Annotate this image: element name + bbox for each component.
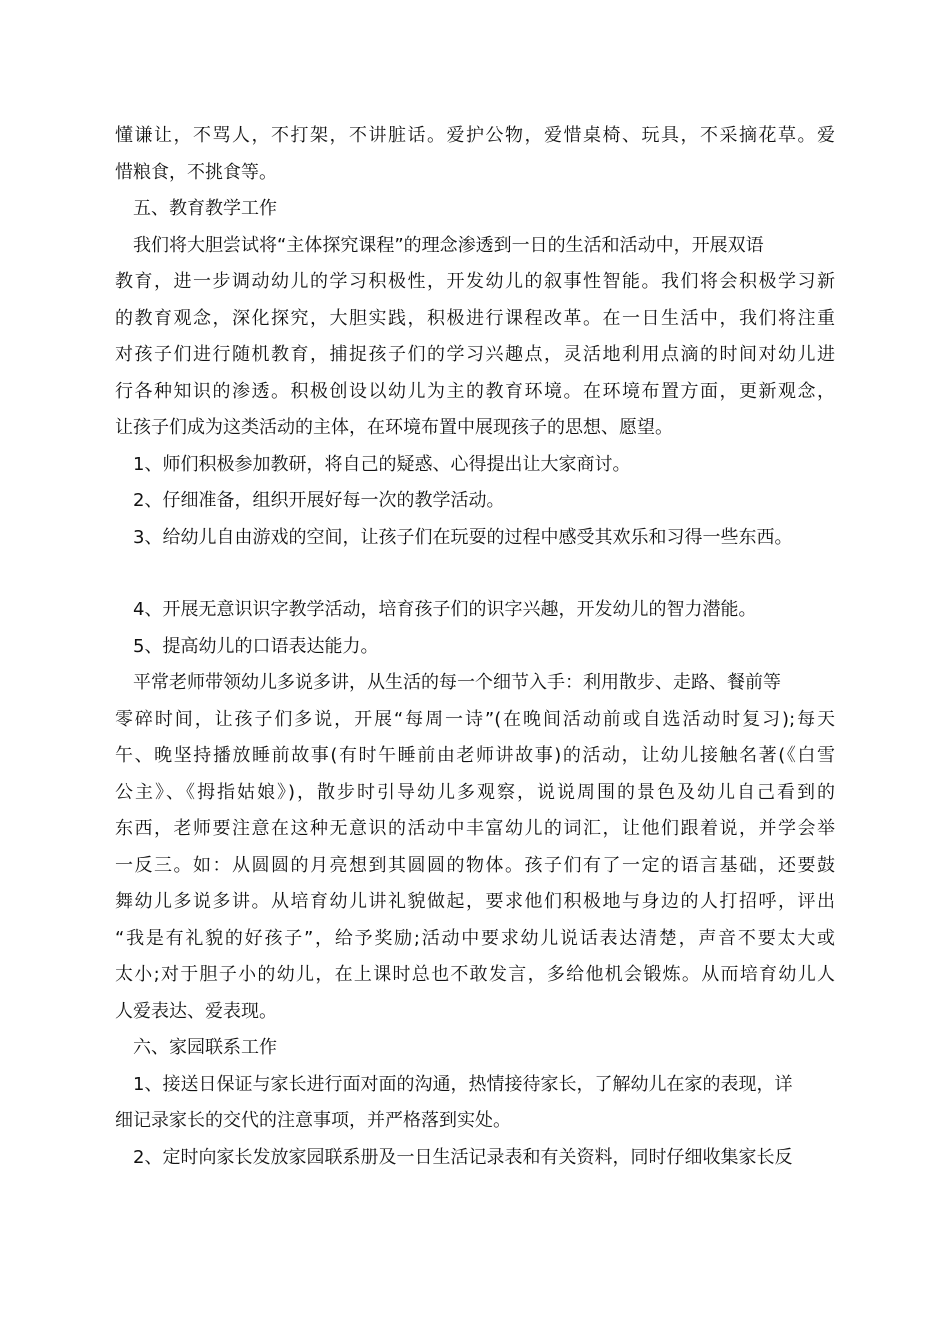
section-heading: 六、家园联系工作 — [133, 1037, 277, 1058]
paragraph-line: 让孩子们成为这类活动的主体，在环境布置中展现孩子的思想、愿望。 — [115, 417, 673, 438]
paragraph-line: 对孩子们进行随机教育，捕捉孩子们的学习兴趣点，灵活地利用点滴的时间对幼儿进 — [115, 344, 835, 365]
paragraph-line: 人爱表达、爱表现。 — [115, 1000, 277, 1022]
list-item: 1、接送日保证与家长进行面对面的沟通，热情接待家长，了解幼儿在家的表现，详 — [133, 1073, 793, 1095]
list-item: 2、定时向家长发放家园联系册及一日生活记录表和有关资料，同时仔细收集家长反 — [133, 1146, 793, 1168]
document-body — [115, 118, 835, 1176]
blank-line — [115, 556, 835, 592]
list-item: 4、开展无意识识字教学活动，培育孩子们的识字兴趣，开发幼儿的智力潜能。 — [133, 599, 757, 620]
paragraph-line: 一反三。如：从圆圆的月亮想到其圆圆的物体。孩子们有了一定的语言基础，还要鼓 — [115, 854, 835, 876]
paragraph-line: 午、晚坚持播放睡前故事(有时午睡前由老师讲故事)的活动，让幼儿接触名著(《白雪 — [115, 745, 835, 766]
list-item: 1、师们积极参加教研，将自己的疑惑、心得提出让大家商讨。 — [133, 453, 631, 475]
list-item: 2、仔细准备，组织开展好每一次的教学活动。 — [133, 490, 505, 511]
paragraph-line: 太小;对于胆子小的幼儿，在上课时总也不敢发言，多给他机会锻炼。从而培育幼儿人 — [115, 964, 835, 985]
paragraph-line: 平常老师带领幼儿多说多讲，从生活的每一个细节入手：利用散步、走路、餐前等 — [133, 672, 781, 693]
paragraph-line: 舞幼儿多说多讲。从培育幼儿讲礼貌做起，要求他们积极地与身边的人打招呼，评出 — [115, 891, 835, 912]
list-item: 5、提高幼儿的口语表达能力。 — [133, 635, 379, 657]
paragraph-line: 东西，老师要注意在这种无意识的活动中丰富幼儿的词汇，让他们跟着说，并学会举 — [115, 818, 835, 839]
paragraph-line: 懂谦让，不骂人，不打架，不讲脏话。爱护公物，爱惜桌椅、玩具，不采摘花草。爱 — [115, 125, 835, 146]
list-item: 3、给幼儿自由游戏的空间，让孩子们在玩耍的过程中感受其欢乐和习得一些东西。 — [133, 526, 793, 548]
paragraph-line: 惜粮食，不挑食等。 — [115, 161, 277, 183]
paragraph-line: 的教育观念，深化探究，大胆实践，积极进行课程改革。在一日生活中，我们将注重 — [115, 307, 835, 329]
paragraph-line: “我是有礼貌的好孩子”，给予奖励;活动中要求幼儿说话表达清楚，声音不要太大或 — [115, 927, 835, 949]
paragraph-line: 教育，进一步调动幼儿的学习积极性，开发幼儿的叙事性智能。我们将会积极学习新 — [115, 271, 835, 292]
paragraph-line: 行各种知识的渗透。积极创设以幼儿为主的教育环境。在环境布置方面，更新观念， — [115, 380, 835, 402]
paragraph-line: 零碎时间，让孩子们多说，开展“每周一诗”(在晚间活动前或自选活动时复习);每天 — [115, 708, 835, 730]
paragraph-line: 我们将大胆尝试将“主体探究课程”的理念渗透到一日的生活和活动中，开展双语 — [133, 234, 764, 256]
paragraph-line: 公主》、《拇指姑娘》)，散步时引导幼儿多观察，说说周围的景色及幼儿自己看到的 — [115, 781, 835, 803]
section-heading: 五、教育教学工作 — [133, 198, 277, 219]
paragraph-line: 细记录家长的交代的注意事项，并严格落到实处。 — [115, 1110, 511, 1131]
